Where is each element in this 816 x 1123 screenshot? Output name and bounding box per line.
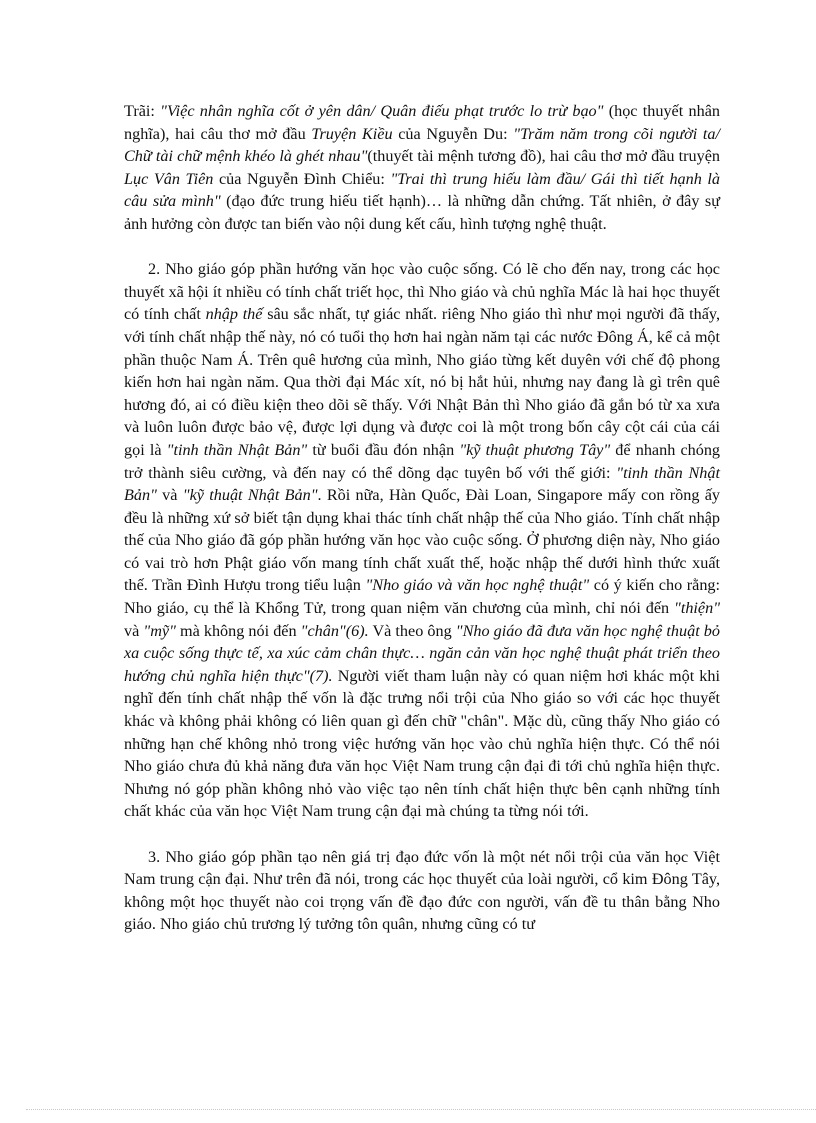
italic-text: "tinh thần Nhật Bản": [166, 440, 308, 459]
italic-text: "Trăm năm trong cõi người ta/ Chữ tài chữ mệnh khéo là ghét nhau": [124, 124, 720, 166]
italic-text: Lục Vân Tiên: [124, 169, 214, 188]
italic-text: Truyện Kiều: [311, 124, 393, 143]
italic-text: "Việc nhân nghĩa cốt ở yên dân/ Quân điếu phạt trước lo trừ bạo": [160, 102, 604, 120]
italic-text: "Nho giáo và văn học nghệ thuật": [365, 576, 590, 595]
italic-text: nhập thế: [205, 305, 263, 324]
body-text: có ý kiến cho rằng: Nho giáo, cụ thể là Khổng Tử, trong quan niệm văn chương của mình, chỉ nói đến: [124, 576, 721, 618]
paragraph-section-3: [124, 846, 720, 936]
paragraph-intro-continuation: [124, 100, 720, 236]
body-text: để nhanh chóng trở thành siêu cường, và đến nay có thể dõng dạc tuyên bố với thế giới:: [124, 440, 721, 482]
italic-text: "Nho giáo đã đưa văn học nghệ thuật bỏ xa cuộc sống thực tế, xa xúc cảm chân thực… ngăn cản văn học nghệ thuật phát triển theo hướng chủ nghĩa hiện thực"(7).: [124, 621, 720, 685]
body-text: Người viết tham luận này có quan niệm hơi khác một khi nghĩ đến tính chất nhập thế vốn là đặc trưng nổi trội của Nho giáo so với các học thuyết khác và không phải không có liên quan gì đến chữ "chân". Mặc dù, cũng thấy Nho giáo có những hạn chế không nhỏ trong việc hướng văn học vào chủ nghĩa hiện thực. Có thể nói Nho giáo chưa đủ khả năng đưa văn học Việt Nam trung cận đại đi tới chủ nghĩa hiện thực. Nhưng nó góp phần không nhỏ vào việc tạo nên tính chất hiện thực bên cạnh những tính chất khác của văn học Việt Nam trung cận đại mà chúng ta từng nói tới.: [124, 666, 720, 821]
body-text: Trãi:: [124, 102, 161, 120]
italic-text: "chân"(6).: [300, 621, 369, 640]
italic-text: "tinh thần Nhật Bản": [124, 463, 720, 505]
body-text: (học thuyết nhân nghĩa), hai câu thơ mở đầu: [124, 102, 720, 143]
body-text: 3. Nho giáo góp phần tạo nên giá trị đạo đức vốn là một nét nổi trội của văn học Việt Nam trung cận đại. Như trên đã nói, trong các học thuyết của loài người, cổ kim Đông Tây, không một học thuyết nào coi trọng vấn đề đạo đức con người, vấn đề tu thân bằng Nho giáo. Nho giáo chủ trương lý tưởng tôn quân, nhưng cũng có tư: [124, 847, 720, 934]
body-text: và: [124, 621, 144, 640]
body-text: (thuyết tài mệnh tương đồ), hai câu thơ mở đầu truyện: [367, 147, 720, 166]
body-text: sâu sắc nhất, tự giác nhất. riêng Nho giáo thì như mọi người đã thấy, với tính chất nhập thế này, nó có tuổi thọ hơn hai ngàn năm tại các nước Đông Á, kể cả một phần thuộc Nam Á. Trên quê hương của mình, Nho giáo từng kết duyên với chế độ phong kiến hơn hai ngàn năm. Qua thời đại Mác xít, nó bị hắt hủi, nhưng nay đang là gì trên quê hương đó, ai có điều kiện theo dõi sẽ thấy. Với Nhật Bản thì Nho giáo đã gắn bó từ xa xưa và luôn luôn được bảo vệ, được lợi dụng và được coi là một trong bốn cây cột cái của cái gọi là: [124, 305, 720, 459]
body-text: Và theo ông: [368, 621, 456, 640]
page-bottom-divider: [26, 1109, 816, 1110]
body-text: mà không nói đến: [175, 621, 301, 640]
body-text: của Nguyễn Du:: [392, 124, 514, 143]
body-text: . Rồi nữa, Hàn Quốc, Đài Loan, Singapore mấy con rồng ấy đều là những xứ sở biết tận dụng khai thác tính chất nhập thế của Nho giáo. Tính chất nhập thế của Nho giáo đã góp phần hướng văn học vào cuộc sống. Ở phương diện này, Nho giáo có vai trò hơn Phật giáo vốn mang tính chất xuất thế, hoặc nhập thế dưới hình thức xuất thế. Trần Đình Hượu trong tiểu luận: [124, 486, 720, 595]
document-page: [124, 100, 720, 936]
italic-text: "kỹ thuật Nhật Bản": [182, 486, 318, 505]
italic-text: "thiện": [674, 599, 720, 618]
body-text: (đạo đức trung hiếu tiết hạnh)… là những dẫn chứng. Tất nhiên, ở đây sự ảnh hưởng còn được tan biến vào nội dung kết cấu, hình tượng nghệ thuật.: [124, 192, 720, 233]
paragraph-section-2: [124, 258, 720, 823]
italic-text: "kỹ thuật phương Tây": [459, 440, 611, 459]
body-text: từ buổi đầu đón nhận: [307, 440, 460, 459]
body-text: và: [156, 486, 183, 505]
italic-text: "mỹ": [143, 621, 176, 640]
body-text: của Nguyễn Đình Chiểu:: [213, 169, 391, 188]
body-text: 2. Nho giáo góp phần hướng văn học vào cuộc sống. Có lẽ cho đến nay, trong các học thuyết xã hội ít nhiều có tính chất triết học, thì Nho giáo và chủ nghĩa Mác là hai học thuyết có tính chất: [124, 260, 720, 324]
italic-text: "Trai thì trung hiếu làm đầu/ Gái thì tiết hạnh là câu sửa mình": [124, 169, 720, 211]
